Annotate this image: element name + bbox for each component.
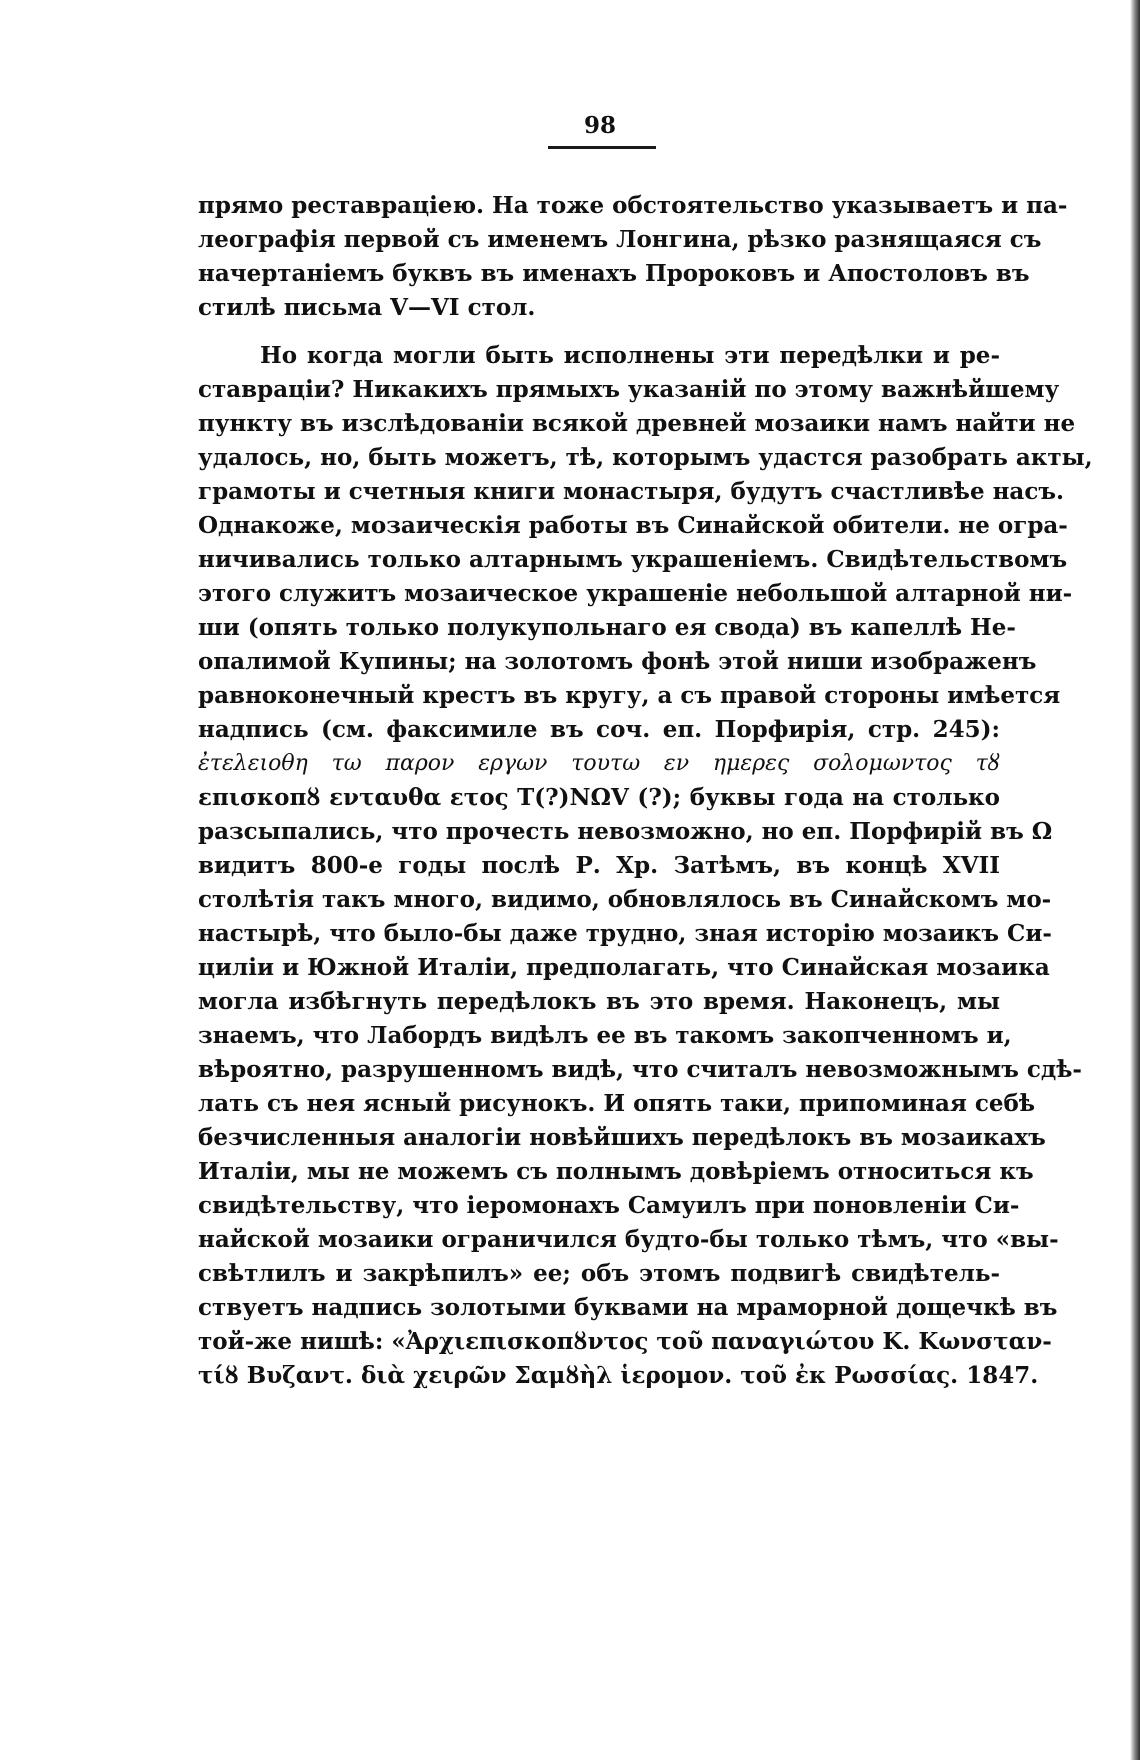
text-line: леографія первой съ именемъ Лонгина, рѣзко разнящаяся съ — [198, 226, 1042, 253]
text-line: вѣроятно, разрушенномъ видѣ, что считалъ невозможнымъ сдѣ- — [198, 1056, 1082, 1083]
text-line: τίȣ Βυζαντ. διὰ χειρῶν Σαμȣὴλ ἱερομον. τοῦ ἐκ Ρωσσίας. 1847. — [198, 1362, 1039, 1389]
text-line: свидѣтельству, что іеромонахъ Самуилъ при поновленіи Си- — [198, 1192, 1020, 1219]
text-line: Однакоже, мозаическія работы въ Синайской обители. не огра- — [198, 512, 1068, 539]
text-line: грамоты и счетныя книги монастыря, будутъ счастливѣе насъ. — [198, 478, 1064, 505]
text-line: знаемъ, что Лабордъ видѣлъ ее въ такомъ закопченномъ и, — [198, 1022, 1012, 1049]
text-line: пункту въ изслѣдованіи всякой древней мозаики намъ найти не — [198, 410, 1076, 437]
text-line: начертаніемъ буквъ въ именахъ Пророковъ и Апостоловъ въ — [198, 260, 1030, 287]
page-number-rule — [548, 146, 656, 149]
text-line: настырѣ, что было-бы даже трудно, зная исторію мозаикъ Си- — [198, 920, 1052, 947]
text-line: ствуетъ надпись золотыми буквами на мраморной дощечкѣ въ — [198, 1294, 1058, 1321]
text-line: ἐτελειοθη τω παρον εργων τουτω εν ημερες σολομωντος τȣ — [198, 751, 1000, 776]
text-line: разсыпались, что прочесть невозможно, но еп. Порфирій въ Ω — [198, 818, 1053, 845]
text-line: равноконечный крестъ въ кругу, а съ правой стороны имѣется — [198, 682, 1061, 709]
text-line: найской мозаики ограничился будто-бы только тѣмъ, что «вы- — [198, 1226, 1059, 1253]
text-line: столѣтія такъ много, видимо, обновлялось въ Синайскомъ мо- — [198, 886, 1052, 913]
text-line: Италіи, мы не можемъ съ полнымъ довѣріемъ относиться къ — [198, 1158, 1034, 1185]
page-edge-shadow — [1130, 0, 1140, 1760]
text-line: лать съ нея ясный рисунокъ. И опять таки, припоминая себѣ — [198, 1090, 1036, 1117]
text-line: Но когда могли быть исполнены эти передѣлки и ре- — [260, 342, 1000, 369]
text-line: той-же нишѣ: «Ἀρχιεπισκοπȣντος τοῦ παναγιώτου Κ. Κωνσταν- — [198, 1328, 1052, 1355]
text-line: циліи и Южной Италіи, предполагать, что Синайская мозаика — [198, 954, 1050, 981]
text-line: безчисленныя аналогіи новѣйшихъ передѣлокъ въ мозаикахъ — [198, 1124, 1046, 1151]
text-line: видитъ 800-е годы послѣ Р. Хр. Затѣмъ, въ концѣ XVII — [198, 852, 1000, 879]
text-line: надпись (см. факсимиле въ соч. еп. Порфирія, стр. 245): — [198, 716, 1000, 743]
text-line: опалимой Купины; на золотомъ фонѣ этой ниши изображенъ — [198, 648, 1037, 675]
text-line: ставраціи? Никакихъ прямыхъ указаній по этому важнѣйшему — [198, 376, 1060, 403]
text-line: прямо реставраціею. На тоже обстоятельство указываетъ и па- — [198, 192, 1068, 219]
text-line: стилѣ письма V—VI стол. — [198, 294, 536, 321]
text-line: επισκοπȣ ενταυθα ετος Τ(?)ΝΩV (?); буквы года на столько — [198, 784, 1000, 811]
page-number: 98 — [583, 112, 616, 139]
text-line: могла избѣгнуть передѣлокъ въ это время. Наконецъ, мы — [198, 988, 1000, 1015]
text-line: свѣтлилъ и закрѣпилъ» ее; объ этомъ подвигѣ свидѣтель- — [198, 1260, 1000, 1287]
text-line: удалось, но, быть можетъ, тѣ, которымъ удастся разобрать акты, — [198, 444, 1093, 471]
text-line: ши (опять только полукупольнаго ея свода) въ капеллѣ Не- — [198, 614, 1016, 641]
text-line: ничивались только алтарнымъ украшеніемъ. Свидѣтельствомъ — [198, 546, 1068, 573]
text-line: этого служитъ мозаическое украшеніе небольшой алтарной ни- — [198, 580, 1073, 607]
